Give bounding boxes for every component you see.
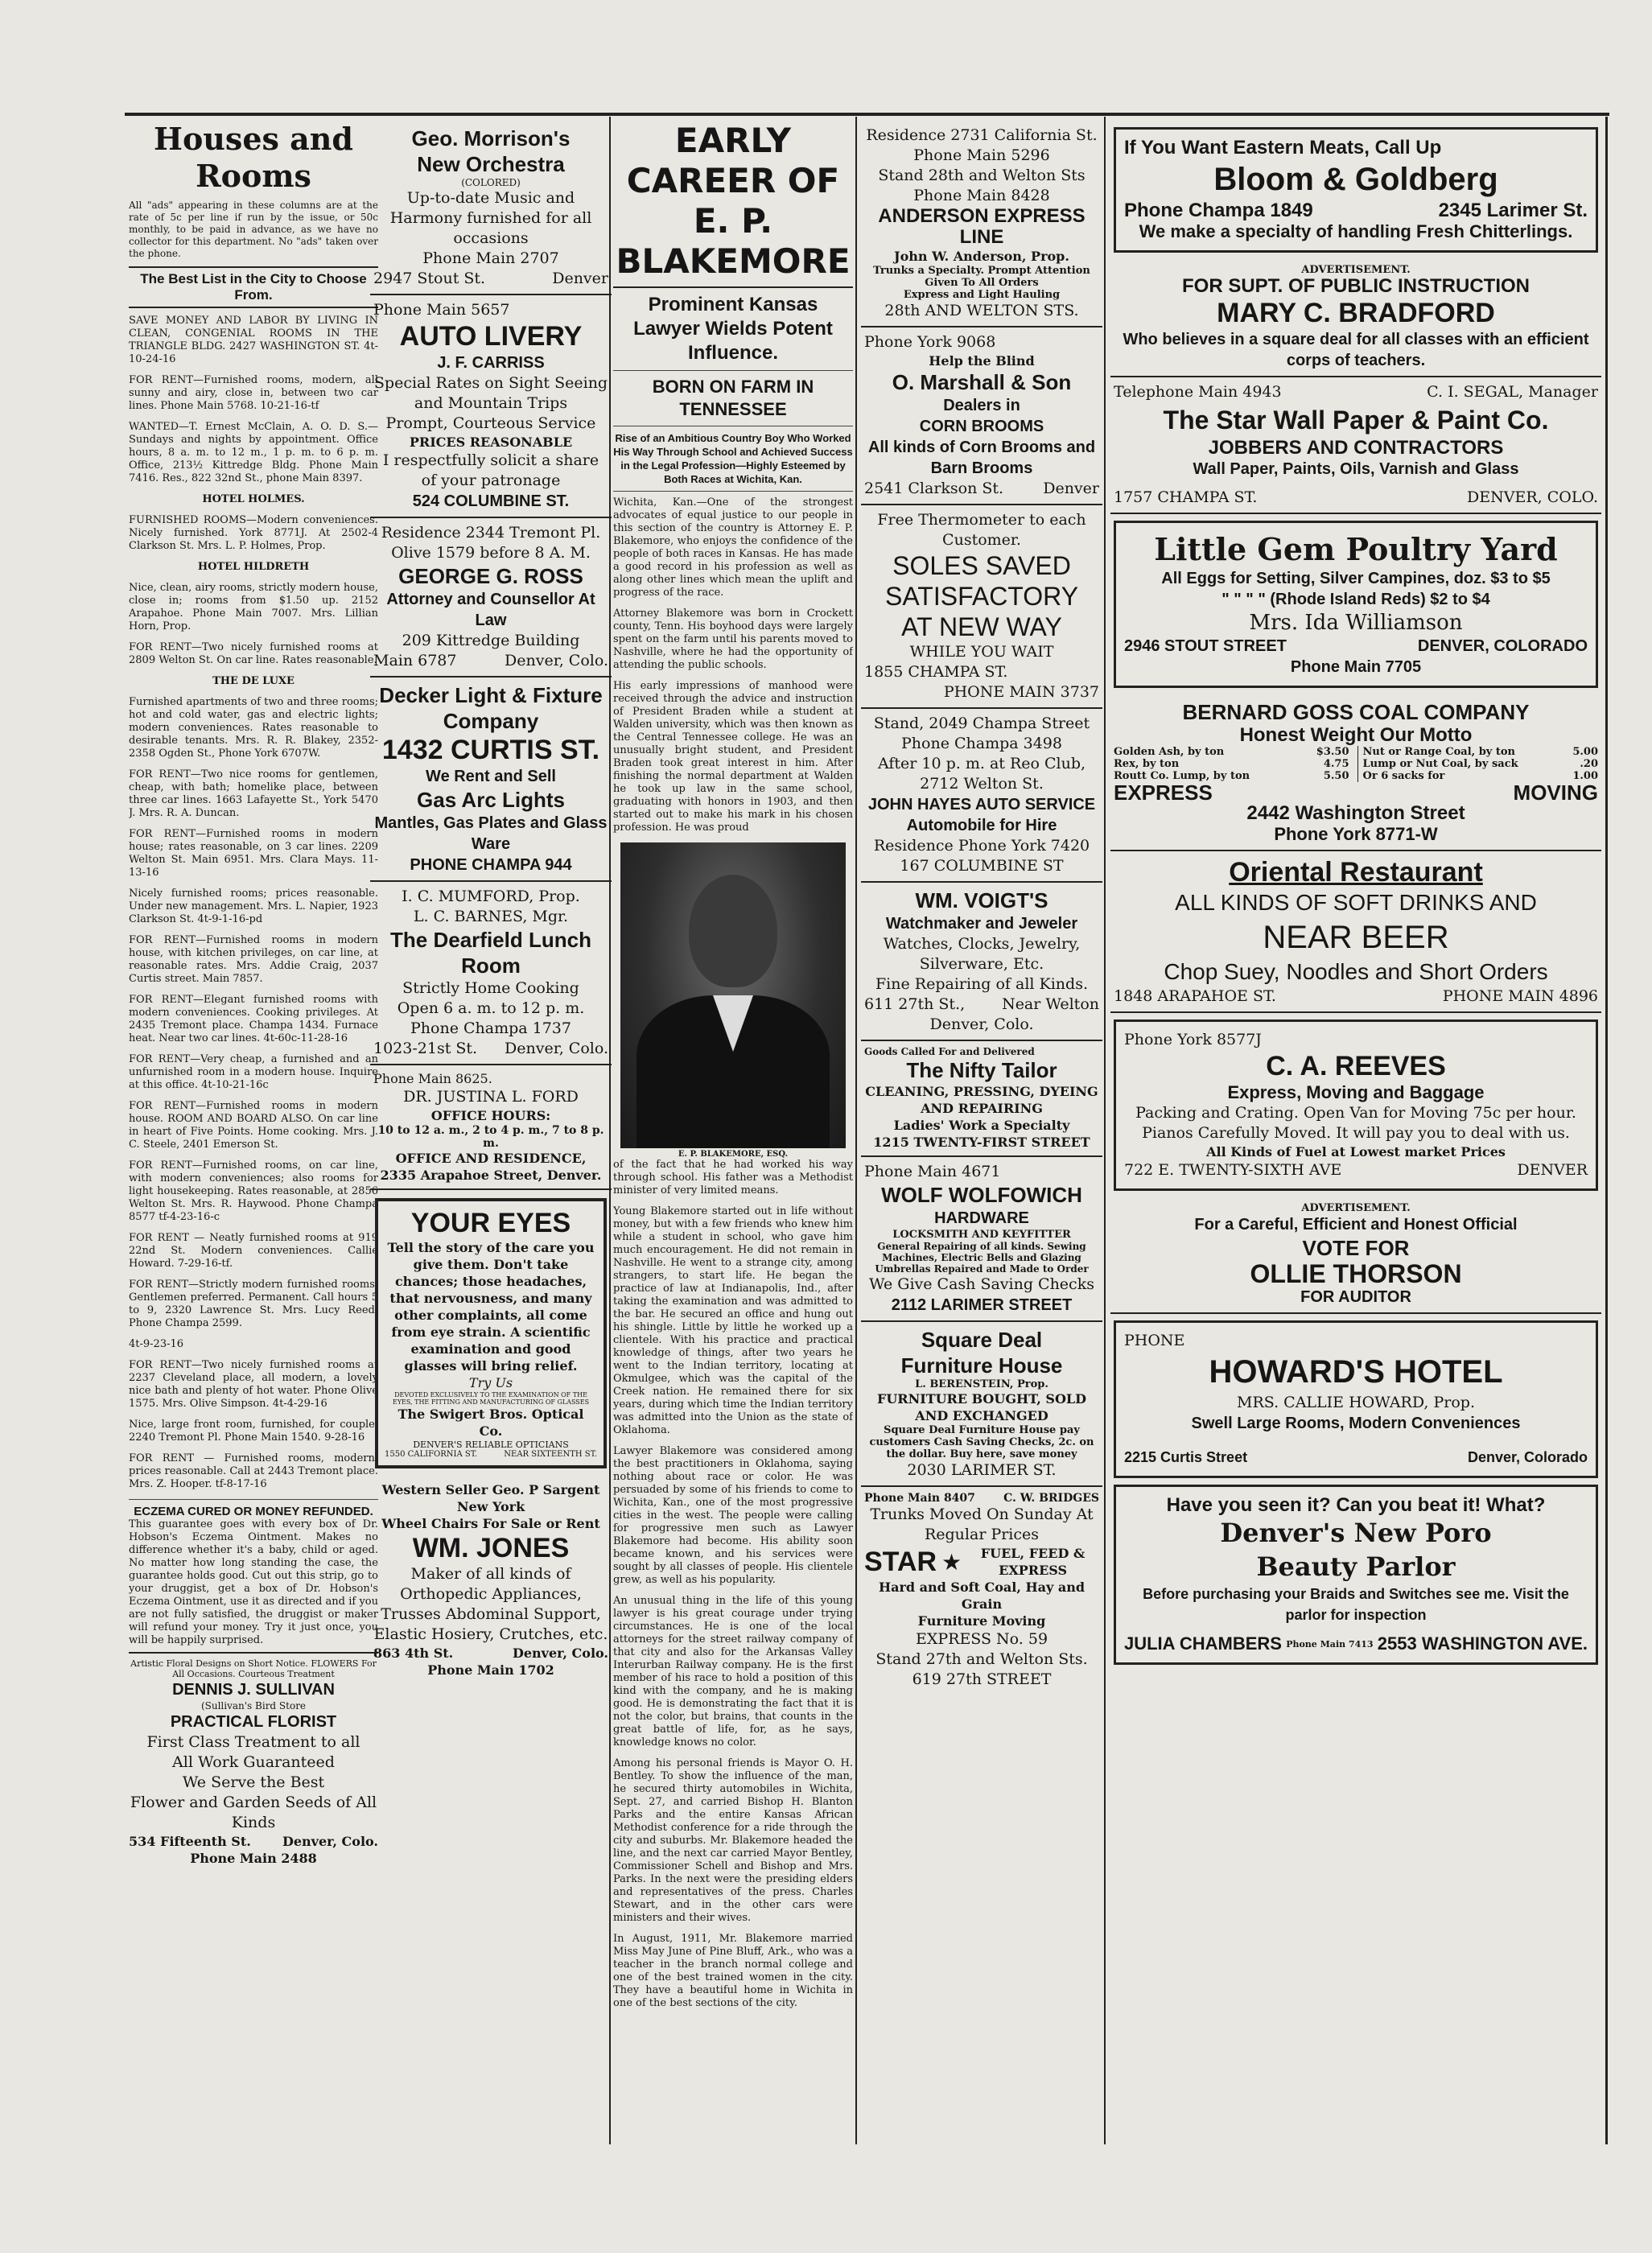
ad-address: 524 COLUMBINE ST. (412, 492, 570, 510)
price-row (1363, 758, 1599, 770)
ad-line: Gas Arc Lights (417, 788, 565, 812)
ad-title: WM. JONES (412, 1533, 570, 1563)
classified-ad: FOR RENT—Furnished rooms, modern, all sunny and airy, close in, between two car lines. Phone Main 5768. 10-21-16-tf (129, 374, 378, 412)
ad-address: 167 COLUMBINE ST (900, 857, 1064, 875)
ad-address: 863 4th St. (373, 1645, 454, 1661)
florist-line: We Serve the Best (182, 1773, 325, 1791)
ad-phone: Phone Main 8428 (913, 187, 1050, 204)
ad-title: Beauty Parlor (1256, 1551, 1456, 1582)
price-value: 5.50 (1323, 770, 1349, 782)
classified-ad: SAVE MONEY AND LABOR BY LIVING IN CLEAN, CONGENIAL ROOMS IN THE TRIANGLE BLDG. 2427 WASHINGTON ST. 4t-10-24-16 (129, 315, 378, 365)
ad-title: BERNARD GOSS COAL COMPANY (1182, 700, 1530, 724)
deck: Rise of an Ambitious Country Boy Who Worked His Way Through School and Achieved Success in the Legal Profession—Highly Esteemed by Both Races at Wichita, Kan. (613, 432, 853, 485)
ad-line: MRS. CALLIE HOWARD, Prop. (1237, 1394, 1475, 1411)
ad-city: Denver, Colorado (1467, 1449, 1588, 1465)
ad-line: MOVING (1513, 781, 1598, 805)
classified-ad: Nice, large front room, furnished, for couple, 2240 Tremont Pl. Phone Main 1540. 9-28-16 (129, 1419, 378, 1444)
ad-title: MARY C. BRADFORD (1217, 298, 1495, 328)
ad-address: 2335 Arapahoe Street, Denver. (380, 1168, 602, 1183)
florist-address: 534 Fifteenth St. (129, 1834, 251, 1849)
eczema-title: ECZEMA CURED OR MONEY REFUNDED. (134, 1505, 373, 1518)
ad-line: ADVERTISEMENT. (1301, 1202, 1411, 1214)
ad-line: We make a specialty of handling Fresh Chitterlings. (1139, 221, 1573, 241)
ad-title: YOUR EYES (410, 1208, 571, 1238)
ad-title: OLLIE THORSON (1250, 1259, 1462, 1288)
ad-line: Western Seller Geo. P Sargent New York (381, 1482, 600, 1514)
ad-title: Little Gem Poultry Yard (1154, 531, 1558, 567)
ad-title: The Nifty Tailor (906, 1058, 1057, 1082)
ad-line: WHILE YOU WAIT (909, 643, 1054, 661)
ad-phone: Phone Main 7705 (1290, 658, 1422, 676)
ad-line: ADVERTISEMENT. (1301, 264, 1411, 276)
goss-coal-ad (1110, 694, 1601, 851)
ad-phone: PHONE MAIN 3737 (943, 683, 1099, 701)
ad-city: Denver (1043, 480, 1099, 497)
ad-phone: Phone Champa 1737 (410, 1019, 571, 1037)
livery-ad (370, 295, 612, 518)
ad-line: Furniture Moving (917, 1613, 1046, 1629)
ad-address: 2215 Curtis Street (1124, 1449, 1248, 1465)
ad-line: Ladies' Work a Specialty (893, 1118, 1070, 1133)
ad-line: After 10 p. m. at Reo Club, 2712 Welton St. (877, 755, 1086, 793)
ad-city: DENVER, COLORADO (1417, 637, 1588, 655)
ad-line: Automobile for Hire (906, 817, 1057, 834)
dearfield-ad (370, 882, 612, 1065)
ad-address: 1550 CALIFORNIA ST. (385, 1450, 478, 1459)
ad-line: Express and Light Hauling (903, 289, 1061, 301)
classified-ad: FOR RENT — Neatly furnished rooms at 919 22nd St. Modern conveniences. Callie Howard. 7-29-16-tf. (129, 1232, 378, 1270)
star-wall-paper-ad (1110, 377, 1601, 514)
ad-title: SOLES SAVED (892, 551, 1071, 580)
ad-title: DR. JUSTINA L. FORD (403, 1088, 579, 1106)
ad-line: Strictly Home Cooking (402, 979, 579, 997)
classified-ad: FOR RENT—Furnished rooms in modern house; rates reasonable, on 3 car lines. 2209 Welton St. Main 6951. Mrs. Clara Mays. 11-13-16 (129, 828, 378, 879)
star-express-ad (861, 1487, 1102, 1695)
ad-line: Special Rates on Sight Seeing and Mountain Trips (373, 374, 608, 412)
ad-line: FOR AUDITOR (1300, 1288, 1411, 1306)
ad-line: Help the Blind (929, 353, 1035, 369)
ad-sub: Attorney and Counsellor At Law (386, 591, 595, 629)
ad-line: Open 6 a. m. to 12 p. m. (397, 999, 585, 1017)
ad-title: Denver's New Poro (1220, 1518, 1492, 1548)
ad-phone: Phone Main 1702 (427, 1662, 554, 1678)
classified-ad: FOR RENT—Furnished rooms in modern house, with kitchen privileges, on car line, at reasonable rates. Mrs. Addie Craig, 2037 Curtis street. Main 7857. (129, 934, 378, 985)
col-rule (1104, 117, 1106, 2144)
ad-address: 2947 Stout St. (373, 270, 486, 287)
price-item: Golden Ash, by ton (1114, 746, 1225, 758)
article-paragraph: of the fact that he had worked his way through school. His father was a Methodist minister of very limited means. (613, 1159, 853, 1197)
ad-line: We Rent and Sell (426, 768, 556, 785)
ad-line: Stand 28th and Welton Sts (878, 167, 1086, 184)
ad-address: 1023-21st St. (373, 1040, 478, 1057)
ad-body: Packing and Crating. Open Van for Moving 75c per hour. Pianos Carefully Moved. It will pay you to deal with us. (1135, 1104, 1576, 1142)
ad-sub: (COLORED) (461, 177, 521, 188)
classified-ad: FOR RENT — Furnished rooms, modern, prices reasonable. Call at 2443 Tremont place. Mrs. Z. Hooper. tf-8-17-16 (129, 1452, 378, 1490)
ad-line: Stand 27th and Welton Sts. (875, 1650, 1088, 1668)
right-rule (1605, 117, 1608, 2144)
ad-line: EXPRESS No. 59 (915, 1630, 1048, 1648)
ad-address: 2345 Larimer St. (1438, 200, 1588, 221)
ad-title: GEORGE G. ROSS (398, 564, 583, 588)
ad-line: VOTE FOR (1302, 1236, 1410, 1260)
ad-line: Free Thermometer to each Customer. (877, 511, 1086, 549)
price-value: $3.50 (1316, 746, 1349, 758)
ad-phone: Phone York 8577J (1124, 1031, 1262, 1048)
wolf-ad (861, 1157, 1102, 1322)
ad-name: Mrs. Ida Williamson (1249, 611, 1463, 635)
marshall-ad (861, 327, 1102, 505)
ad-address: 1757 CHAMPA ST. (1114, 488, 1258, 506)
ad-line: CLEANING, PRESSING, DYEING AND REPAIRING (865, 1084, 1098, 1116)
ads-column-5 (1110, 121, 1601, 2140)
ad-title: Oriental Restaurant (1229, 857, 1483, 888)
ad-line: Stand, 2049 Champa Street (873, 715, 1090, 732)
florist-line: Flower and Garden Seeds of All Kinds (130, 1794, 377, 1831)
florist-phone: Phone Main 2488 (190, 1851, 317, 1866)
ad-address: 209 Kittredge Building (402, 632, 580, 649)
ad-body: Square Deal Furniture House pay customers Cash Saving Checks, 2c. on the dollar. Buy here, save money (869, 1424, 1094, 1460)
ad-line: I respectfully solicit a share of your patronage (382, 451, 599, 489)
anderson-ad (861, 121, 1102, 327)
article-column (613, 121, 853, 2140)
ad-title: O. Marshall & Son (892, 370, 1072, 394)
ad-line: All Eggs for Setting, Silver Campines, doz. $3 to $5 (1161, 570, 1551, 587)
ad-phone: Telephone Main 4943 (1114, 383, 1282, 401)
ad-line: FUEL, FEED & EXPRESS (980, 1546, 1086, 1578)
price-value: 1.00 (1572, 770, 1598, 782)
ad-line: L. C. BARNES, Mgr. (413, 908, 569, 925)
rates-notice: All "ads" appearing in these columns are at the rate of 5c per line if run by the issue, or 50c monthly, to be paid in advance, as we have no collector for this department. No "ads" taken over the phone. (129, 200, 378, 259)
article-paragraph: His early impressions of manhood were received through the advice and instruction of President Braden while a student at Walden university, which was then known as the Central Tennessee college. He was an unusually bright student, and President Braden took great interest in him. After finishing the normal department at Walden he took up law in the same school, graduating with honors in 1903, and then started out to make his mark in his chosen profession. He was proud (613, 680, 853, 834)
ad-title: C. A. REEVES (1266, 1051, 1446, 1081)
ad-phone: PHONE MAIN 4896 (1442, 987, 1598, 1005)
ad-title: JOHN HAYES AUTO SERVICE (867, 796, 1096, 813)
ad-body: Tell the story of the care you give them. Don't take chances; those headaches, that nervousness, and many other complaints, all come from eye strain. A scientific examination and good glasses will bring relief. (387, 1240, 595, 1374)
headline: EARLY CAREER OF (626, 121, 840, 200)
ad-line: If You Want Eastern Meats, Call Up (1124, 137, 1442, 159)
ad-city: Denver (552, 270, 608, 287)
ad-line: 10 to 12 a. m., 2 to 4 p. m., 7 to 8 p. m. (377, 1124, 604, 1150)
ad-line: Fine Repairing of all Kinds. (875, 975, 1088, 993)
ad-line: " " " " (Rhode Island Reds) $2 to $4 (1221, 591, 1490, 608)
ad-title: AUTO LIVERY (399, 321, 583, 352)
ad-line: Swell Large Rooms, Modern Conveniences (1191, 1415, 1521, 1432)
price-row (1114, 758, 1349, 770)
ad-line: Residence 2344 Tremont Pl. (381, 524, 601, 542)
florist-name: DENNIS J. SULLIVAN (172, 1681, 335, 1699)
ad-line: Watchmaker and Jeweler (885, 915, 1078, 933)
price-row (1114, 746, 1349, 758)
hayes-ad (861, 709, 1102, 883)
ad-city: Denver, Colo. (505, 652, 608, 669)
subheadline: Prominent Kansas Lawyer Wields Potent Influence. (633, 294, 833, 364)
classified-ad: HOTEL HOLMES. (202, 493, 305, 505)
ad-line: Try Us (468, 1375, 513, 1390)
ad-city: Denver, Colo. (505, 1040, 608, 1057)
ad-address: 722 E. TWENTY-SIXTH AVE (1124, 1161, 1342, 1179)
ad-title: Geo. Morrison's (411, 126, 571, 150)
ad-city: Denver, Colo. (929, 1015, 1034, 1033)
ad-name: C. W. BRIDGES (1003, 1492, 1099, 1505)
ad-line: OFFICE HOURS: (431, 1108, 551, 1123)
ad-body: Maker of all kinds of Orthopedic Appliances, Trusses Abdominal Support, Elastic Hosiery, Crutches, etc. (373, 1565, 608, 1643)
ad-phone: Residence Phone York 7420 (873, 837, 1090, 855)
ad-phone: Phone York 9068 (864, 333, 996, 351)
ad-line: Have you seen it? Can you beat it! What? (1166, 1494, 1546, 1516)
ad-line: PRICES REASONABLE (409, 435, 573, 450)
ad-address: 2442 Washington Street (1246, 802, 1465, 824)
ad-name: JULIA CHAMBERS (1124, 1633, 1282, 1654)
ad-address: 1855 CHAMPA ST. (864, 663, 1008, 681)
photo-caption: E. P. BLAKEMORE, ESQ. (678, 1150, 789, 1159)
article-paragraph: Wichita, Kan.—One of the strongest advocates of equal justice to our people in this section of the country is Attorney E. P. Blakemore, who enjoys the confidence of the people of both races in Kansas. He has made a good record in his profession as well as along other lines which mean the uplift and progress of the race. (613, 496, 853, 599)
classified-list (129, 315, 378, 1491)
ad-line: Honest Weight Our Motto (1239, 724, 1473, 746)
bradford-ad (1110, 259, 1601, 377)
florist-city: Denver, Colo. (282, 1834, 378, 1849)
ad-phone: Phone Main 7413 (1286, 1638, 1374, 1650)
tailor-ad (861, 1041, 1102, 1157)
square-deal-ad (861, 1322, 1102, 1487)
ad-name: The Swigert Bros. Optical Co. (398, 1407, 584, 1439)
ad-line: Hard and Soft Coal, Hay and Grain (878, 1580, 1086, 1612)
jones-ad (370, 1477, 612, 1683)
ad-phone: Phone Main 5296 (913, 146, 1050, 164)
ad-line: For a Careful, Efficient and Honest Official (1194, 1216, 1518, 1234)
article-paragraph: Among his personal friends is Mayor O. H. Bentley. To show the influence of the man, he secured thirty automobiles in Wichita, Sept. 27, and carried Bishop H. Blanton Parks and the entire Kansas African Methodist conference for a ride through the city and suburbs. Mr. Blakemore headed the line, and the next car carried Mayor Bentley, Commissioner Schell and Bishop and Mrs. Parks. In the next were the presiding elders and representatives of the press. Charles Stewart, and in the other cars were ministers and their wives. (613, 1757, 853, 1924)
ad-title: ANDERSON EXPRESS LINE (878, 205, 1086, 248)
ad-line: Trunks a Specialty. Prompt Attention Given To All Orders (873, 265, 1090, 289)
ad-title: Decker Light & Fixture Company (379, 683, 603, 733)
classified-ad: FOR RENT—Furnished rooms in modern house. ROOM AND BOARD ALSO. On car line in heart of Five Points. Home cooking. Mrs. J. C. Steele, 2401 Emerson St. (129, 1100, 378, 1151)
classified-ad: FOR RENT—Furnished rooms, on car line, with modern conveniences; also rooms for light housekeeping. Rates reasonable, at 2856 Welton St. Mrs. R. Haywood. Phone Champa 8577 tf-4-23-16-c (129, 1159, 378, 1223)
classified-ad: FOR RENT—Two nice rooms for gentlemen, cheap, with bath; homelike place, between three car lines. 1663 Lafayette St., York 5470 J. Mrs. R. A. Duncan. (129, 768, 378, 819)
ad-title: WOLF WOLFOWICH (881, 1183, 1082, 1207)
ad-line: Dealers in (943, 397, 1020, 414)
ad-address: 2946 STOUT STREET (1124, 637, 1287, 655)
price-item: Lump or Nut Coal, by sack (1362, 758, 1518, 770)
ad-address: 2030 LARIMER ST. (907, 1461, 1057, 1479)
ad-fine-print: DEVOTED EXCLUSIVELY TO THE EXAMINATION OF THE EYES, THE FITTING AND MANUFACTURING OF GLASSES (392, 1391, 590, 1406)
col-rule (855, 117, 857, 2144)
classified-ad: WANTED—T. Ernest McClain, A. O. D. S.—Sundays and nights by appointment. Office hours, 8 a. m. to 12 m., 1 p. m. to 6 p. m. Office, 213½ Kittredge Bldg. Phone Main 7416. Res., 822 32nd St., phone Main 8397. (129, 421, 378, 484)
ad-title: Bloom & Goldberg (1213, 162, 1498, 197)
headline: E. P. BLAKEMORE (616, 201, 851, 281)
star-icon: ★ (941, 1548, 962, 1575)
classified-ad: THE DE LUXE (212, 675, 295, 687)
article-paragraph: Lawyer Blakemore was considered among the best practitioners in Oklahoma, saying nothing about race or color. He was persuaded by some of his friends to come to Wichita, Kan., one of the most progressive cities in the west. The people were calling for progressive men such as Lawyer Blakemore had become. His ability soon became known, and his services were sought by all classes of people. His clientele grew, as well as his popularity. (613, 1445, 853, 1586)
ad-line: Mantles, Gas Plates and Glass Ware (374, 814, 608, 853)
ad-title: WM. VOIGT'S (915, 888, 1048, 912)
howard-hotel-ad (1114, 1320, 1598, 1478)
ad-address: 619 27th STREET (912, 1670, 1052, 1688)
ad-city: Denver, Colo. (512, 1645, 608, 1661)
oriental-ad (1110, 851, 1601, 1013)
poro-parlor-ad (1114, 1485, 1598, 1665)
classified-ad: FURNISHED ROOMS—Modern conveniences. Nicely furnished. York 8771J. At 2502-4 Clarkson St. Mrs. L. P. Holmes, Prop. (129, 514, 378, 552)
ad-line: Residence 2731 California St. (866, 126, 1098, 144)
ad-address: 611 27th St., (864, 995, 966, 1013)
ad-phone: PHONE (1124, 1332, 1185, 1349)
ad-line: All kinds of Corn Brooms and Barn Brooms (867, 439, 1096, 477)
classified-ad: FOR RENT—Elegant furnished rooms with modern conveniences. Cooking privileges. At 2435 Tremont place. Champa 1434. Furnace heat. Near two car lines. 4t-60c-11-28-16 (129, 994, 378, 1044)
ad-line: General Repairing of all kinds. Sewing Machines, Electric Bells and Glazing (877, 1241, 1086, 1263)
ad-line: Goods Called For and Delivered (864, 1046, 1035, 1057)
price-value: 5.00 (1572, 746, 1598, 758)
ads-column-4 (861, 121, 1102, 2140)
florist-top: Artistic Floral Designs on Short Notice. FLOWERS For All Occasions. Courteous Treatment (130, 1658, 377, 1679)
ad-line: I. C. MUMFORD, Prop. (402, 888, 580, 905)
classified-ad: Nicely furnished rooms; prices reasonable. Under new management. Mrs. L. Napier, 1923 Clarkson St. 4t-9-1-16-pd (129, 888, 378, 925)
portrait-photo (620, 842, 846, 1148)
morrison-ad (370, 121, 612, 295)
ross-ad (370, 518, 612, 678)
ad-address: 2112 LARIMER STREET (891, 1296, 1073, 1314)
ad-address: 1215 TWENTY-FIRST STREET (873, 1135, 1090, 1150)
ad-line: Who believes in a square deal for all classes with an efficient corps of teachers. (1123, 331, 1589, 369)
ad-line: LOCKSMITH AND KEYFITTER (892, 1229, 1071, 1241)
price-item: Rex, by ton (1114, 758, 1180, 770)
ad-line: Express, Moving and Baggage (1227, 1082, 1485, 1102)
ad-address: 1432 CURTIS ST. (381, 735, 600, 765)
price-list (1114, 746, 1598, 782)
ad-line: CORN BROOMS (919, 418, 1044, 435)
article-paragraph: An unusual thing in the life of this young lawyer is his great courage under trying circumstances. He is one of the local attorneys for the street railway company of that city and also for the Arkansas Valley Interurban Railway company. He is the first member of his race to hold a position of this kind with the company, and he is making good. He is demonstrating the fact that it is not the color, but brains, that counts in the great battle of life, for, as he says, knowledge knows no color. (613, 1595, 853, 1748)
subheadline: BORN ON FARM IN TENNESSEE (652, 377, 814, 419)
ad-phone: Phone Main 4671 (864, 1163, 1001, 1180)
eyes-ad (375, 1198, 607, 1468)
top-rule (125, 113, 1609, 116)
ad-title: The Dearfield Lunch Room (390, 928, 591, 978)
florist-title: PRACTICAL FLORIST (170, 1713, 337, 1731)
classified-ad: FOR RENT—Two nicely furnished rooms at 2809 Welton St. On car line. Rates reasonable. (129, 641, 378, 666)
ad-address: 2541 Clarkson St. (864, 480, 1004, 497)
little-gem-ad (1114, 521, 1598, 688)
article-paragraph: In August, 1911, Mr. Blakemore married Miss May June of Pine Bluff, Ark., who was a teacher in the branch normal college and one of the best trained women in the city. They have a beautiful home in Wichita in one of the best sections of the city. (613, 1933, 853, 2009)
ad-line: All Kinds of Fuel at Lowest market Prices (1206, 1144, 1506, 1159)
ad-line: EXPRESS (1114, 781, 1213, 805)
ad-city: DENVER (1517, 1161, 1588, 1179)
ad-title: SATISFACTORY (884, 582, 1079, 611)
ad-phone: Phone Main 8407 (864, 1492, 975, 1505)
ad-phone: Phone Main 2707 (422, 249, 559, 267)
price-item: Routt Co. Lump, by ton (1114, 770, 1250, 782)
ad-line: Olive 1579 before 8 A. M. (391, 544, 591, 562)
ad-line: We Give Cash Saving Checks (869, 1275, 1094, 1293)
ford-ad (370, 1065, 612, 1190)
price-value: 4.75 (1323, 758, 1349, 770)
ad-name: J. F. CARRISS (437, 354, 545, 372)
ad-phone: Main 6787 (373, 652, 457, 669)
banner: The Best List in the City to Choose From. (129, 266, 378, 308)
ad-city: DENVER, COLO. (1467, 488, 1598, 506)
florist-sub: (Sullivan's Bird Store (200, 1700, 307, 1711)
ad-title: STAR (864, 1547, 937, 1577)
ad-line: John W. Anderson, Prop. (894, 249, 1069, 264)
ad-phone: Phone York 8771-W (1274, 824, 1438, 844)
classified-ad: FOR RENT—Strictly modern furnished rooms. Gentlemen preferred. Permanent. Call hours 5 to 9, 2320 Lawrence St. Mrs. Lucy Reed. Phone Champa 2599. (129, 1279, 378, 1329)
price-item: Or 6 sacks for (1362, 770, 1445, 782)
ad-line: JOBBERS AND CONTRACTORS (1208, 437, 1504, 459)
ad-line: Near Welton (1002, 995, 1099, 1013)
classified-ad: HOTEL HILDRETH (197, 561, 310, 573)
ad-line: Up-to-date Music and Harmony furnished for all occasions (389, 189, 592, 247)
decker-ad (370, 678, 612, 882)
ad-title: Furniture House (900, 1353, 1063, 1378)
ad-title: HOWARD'S HOTEL (1209, 1354, 1503, 1390)
classified-ad: Furnished apartments of two and three rooms; hot and cold water, gas and electric lights; modern conveniences. Rates reasonable to desirable tenants. Mrs. R. R. Blakey, 2352-2358 Ogden St., Phone York 6707W. (129, 696, 378, 760)
ad-title: AT NEW WAY (901, 612, 1062, 641)
reeves-ad (1114, 1019, 1598, 1191)
florist-line: First Class Treatment to all (146, 1733, 360, 1751)
ad-line: Wall Paper, Paints, Oils, Varnish and Glass (1193, 460, 1519, 478)
classified-ad: FOR RENT—Very cheap, a furnished and an unfurnished room in a modern house. Inquire at this office. 4t-10-21-16c (129, 1053, 378, 1091)
eczema-body: This guarantee goes with every box of Dr. Hobson's Eczema Ointment. Makes no difference whether it's a baby, child or aged. No matter how long standing the case, the guarantee holds good. Cut out this strip, go to your druggist, get a box of Dr. Hobson's Eczema Ointment, use it as directed and if you are not fully satisfied, the druggist or maker will refund your money. Try it just once, you will be happily surprised. (129, 1518, 378, 1646)
ad-line: ALL KINDS OF SOFT DRINKS AND (1175, 890, 1537, 915)
ad-phone: Phone Champa 3498 (901, 735, 1062, 752)
ads-column-2 (370, 121, 612, 2140)
classifieds-column (129, 121, 378, 2140)
ad-line: FOR SUPT. OF PUBLIC INSTRUCTION (1182, 275, 1530, 297)
section-title: Houses and Rooms (154, 121, 353, 194)
article-paragraph: Young Blakemore started out in life without money, but with a few friends who knew him while a student in school, who gave him much encouragement. He did not remain in Nashville. He went to a strange city, among strangers, to start life. He began the practice of law at Indianapolis, Ind., after taking the examination and was admitted to the bar. He secured an office and hung out his shingle. Little by little he worked up a clientele. With his practice and practical knowledge of things, after two years he went to the Indian territory, locating at Okmulgee, which was the capital of the Creek nation. He remained there for six years, during which time the Indian territory was admitted into the Union as the state of Oklahoma. (613, 1205, 853, 1436)
ad-line: Prompt, Courteous Service (385, 414, 596, 432)
florist-line: All Work Guaranteed (172, 1753, 335, 1771)
ad-line: C. I. SEGAL, Manager (1427, 383, 1598, 401)
ad-line: NEAR SIXTEENTH ST. (504, 1450, 597, 1459)
thorson-ad (1110, 1197, 1601, 1314)
bloom-goldberg-ad (1114, 127, 1598, 253)
ad-sub: DENVER'S RELIABLE OPTICIANS (413, 1440, 569, 1450)
ad-line: Before purchasing your Braids and Switches see me. Visit the parlor for inspection (1143, 1586, 1569, 1623)
florist-ad (129, 1658, 378, 1867)
ad-title: The Star Wall Paper & Paint Co. (1163, 406, 1549, 435)
ad-line: Watches, Clocks, Jewelry, Silverware, Etc. (883, 935, 1081, 973)
ad-phone: Phone Main 5657 (373, 301, 510, 319)
classified-ad: 4t-9-23-16 (129, 1338, 184, 1350)
ad-address: 28th AND WELTON STS. (884, 302, 1079, 319)
ad-line: HARDWARE (934, 1209, 1029, 1227)
ad-line: OFFICE AND RESIDENCE, (395, 1151, 587, 1166)
soles-ad (861, 505, 1102, 709)
ad-line: Umbrellas Repaired and Made to Order (875, 1263, 1089, 1275)
article-paragraph: Attorney Blakemore was born in Crockett county, Tenn. His boyhood days were largely spent on the farm until his parents moved to Nashville, where he had the opportunity of attending the public schools. (613, 608, 853, 671)
ad-line: NEAR BEER (1263, 920, 1449, 955)
ad-line: Trunks Moved On Sunday At Regular Prices (870, 1505, 1094, 1543)
ad-line: Chop Suey, Noodles and Short Orders (1164, 959, 1548, 984)
ad-address: 2553 WASHINGTON AVE. (1377, 1633, 1588, 1654)
ad-title: New Orchestra (417, 152, 565, 176)
ad-line: Wheel Chairs For Sale or Rent (381, 1516, 600, 1531)
ad-line: L. BERENSTEIN, Prop. (915, 1378, 1048, 1390)
ad-line: FURNITURE BOUGHT, SOLD AND EXCHANGED (876, 1391, 1087, 1423)
classified-ad: FOR RENT—Two nicely furnished rooms at 2237 Cleveland place, all modern, a lovely nice bath and plenty of hot water. Phone Olive 1575. Mrs. Olive Simpson. 4t-4-29-16 (129, 1359, 378, 1410)
ad-phone: Phone Main 8625. (373, 1071, 492, 1086)
ad-phone: Phone Champa 1849 (1124, 200, 1313, 221)
classified-ad: Nice, clean, airy rooms, strictly modern house, close in; rooms from $1.50 up. 2152 Arapahoe. Phone Main 7007. Mrs. Lillian Horn, Prop. (129, 582, 378, 632)
ad-title: Square Deal (921, 1328, 1043, 1352)
ad-address: 1848 ARAPAHOE ST. (1114, 987, 1276, 1005)
price-value: .20 (1580, 758, 1598, 770)
voigt-ad (861, 883, 1102, 1041)
price-item: Nut or Range Coal, by ton (1362, 746, 1516, 758)
price-row (1363, 746, 1599, 758)
ad-phone: PHONE CHAMPA 944 (410, 856, 572, 874)
